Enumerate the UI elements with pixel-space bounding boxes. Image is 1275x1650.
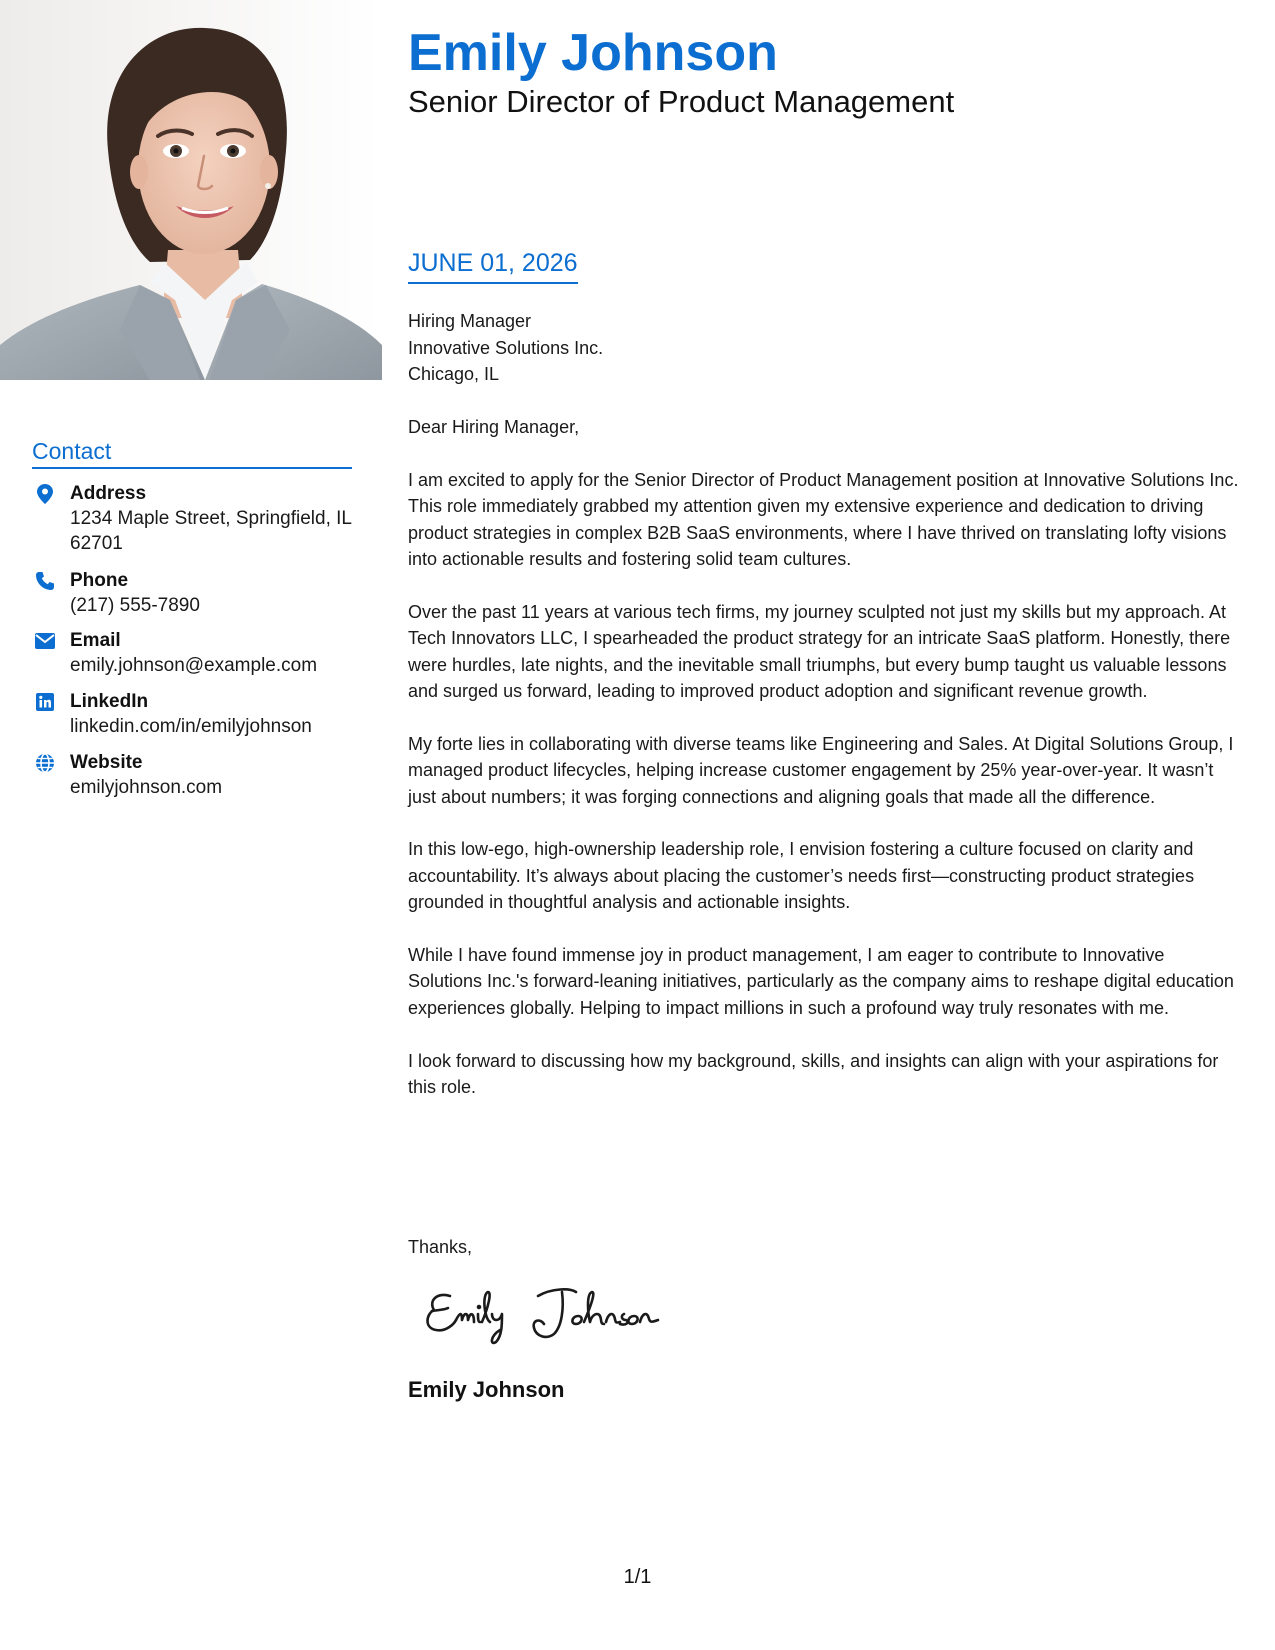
contact-label: Phone	[70, 570, 129, 591]
recipient-line: Chicago, IL	[408, 364, 500, 384]
contact-label: Website	[70, 752, 143, 773]
closing: Thanks,	[408, 1237, 473, 1257]
profile-photo	[0, 0, 382, 380]
phone-value: (217) 555-7890	[70, 595, 200, 616]
contact-label: Address	[70, 483, 147, 504]
contact-item-address	[32, 481, 352, 556]
contact-label: LinkedIn	[70, 691, 149, 712]
signature-image	[420, 1278, 680, 1350]
recipient-line: Innovative Solutions Inc.	[408, 337, 604, 358]
page-number: 1/1	[623, 1566, 652, 1588]
contact-item-email	[32, 628, 352, 678]
linkedin-icon	[34, 691, 56, 713]
contact-heading: Contact	[32, 437, 352, 469]
body-paragraph: I look forward to discussing how my background, skills, and insights can align with your aspirations for this role.	[408, 1050, 1219, 1098]
location-pin-icon	[34, 483, 56, 505]
contact-item-phone	[32, 568, 352, 618]
signature-name: Emily Johnson	[408, 1377, 565, 1402]
applicant-name: Emily Johnson	[408, 24, 778, 82]
body-paragraph: Over the past 11 years at various tech firms, my journey sculpted not just my skills but my approach. At Tech Innovators LLC, I spearheaded the product strategy for an intricate SaaS platform. Honestly, there were hurdles, late nights, and the inevitable small triumphs, but every bump taught us valuable lessons and surged us forward, leading to improved product adoption and significant revenue growth.	[408, 601, 1231, 702]
email-icon	[34, 630, 56, 652]
email-value: emily.johnson@example.com	[70, 655, 318, 676]
body-paragraph: While I have found immense joy in product management, I am eager to contribute to Innovative Solutions Inc.'s forward-leaning initiatives, particularly as the company aims to reshape digital education experiences globally. Helping to impact millions in such a profound way truly resonates with me.	[408, 945, 1234, 1018]
contact-item-website	[32, 750, 352, 800]
linkedin-value: linkedin.com/in/emilyjohnson	[70, 716, 312, 737]
globe-icon	[34, 752, 56, 774]
website-value: emilyjohnson.com	[70, 777, 223, 798]
contact-item-linkedin	[32, 689, 352, 739]
body-paragraph: In this low-ego, high-ownership leadership role, I envision fostering a culture focused on clarity and accountability. It’s always about placing the customer’s needs first—constructing product strategies grounded in thoughtful analysis and actionable insights.	[408, 839, 1195, 913]
salutation: Dear Hiring Manager,	[408, 417, 580, 437]
body-paragraph: My forte lies in collaborating with diverse teams like Engineering and Sales. At Digital Solutions Group, I managed product lifecycles, helping increase customer engagement by 25% year-over-year. It wasn’t just about numbers; it was forging connections and aligning goals that made all the difference.	[408, 733, 1234, 807]
recipient-line: Hiring Manager	[408, 311, 532, 331]
address-value: 1234 Maple Street, Springfield, IL 62701	[70, 508, 352, 554]
contact-label: Email	[70, 630, 121, 651]
phone-icon	[34, 570, 56, 592]
letter-date: JUNE 01, 2026	[408, 246, 578, 284]
recipient-block	[408, 308, 603, 388]
portrait-illustration	[0, 0, 382, 380]
contact-section	[32, 437, 352, 800]
letter-body	[408, 414, 1240, 1127]
job-title: Senior Director of Product Management	[408, 84, 955, 119]
body-paragraph: I am excited to apply for the Senior Director of Product Management position at Innovative Solutions Inc. This role immediately grabbed my attention given my extensive experience and dedication to driving product strategies in complex B2B SaaS environments, where I have thrived on translating lofty visions into actionable results and fostering solid team cultures.	[408, 469, 1239, 570]
